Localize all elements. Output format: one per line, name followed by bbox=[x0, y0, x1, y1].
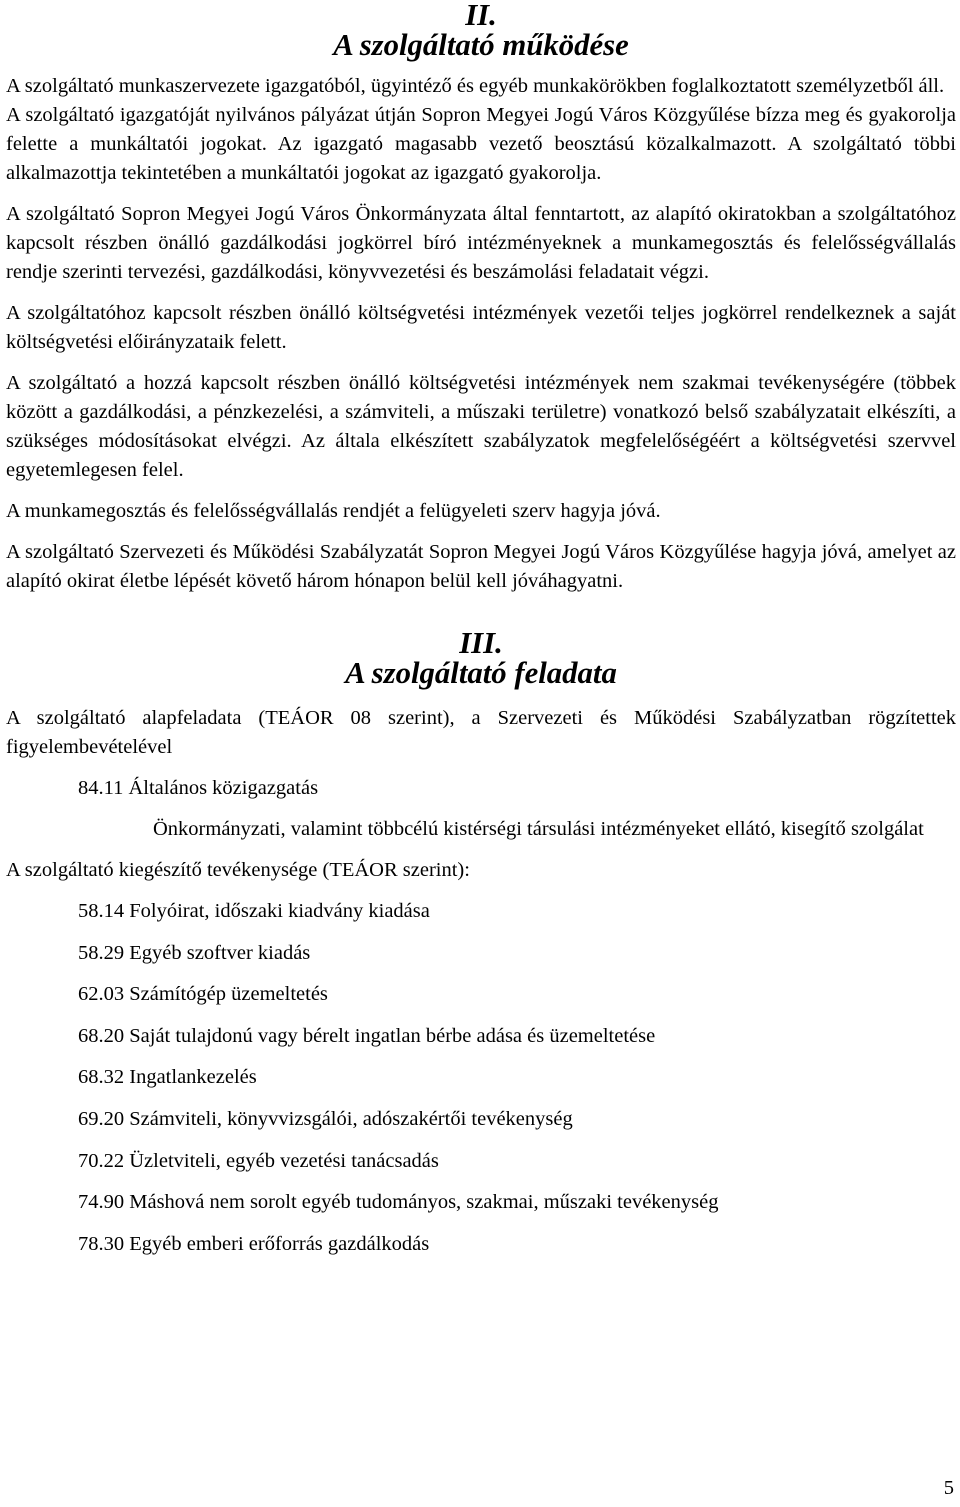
list-item: 69.20 Számviteli, könyvvizsgálói, adószakértői tevékenység bbox=[78, 1107, 573, 1130]
page-number: 5 bbox=[943, 1477, 954, 1499]
list-item: 58.14 Folyóirat, időszaki kiadvány kiadása bbox=[78, 900, 430, 922]
paragraph: A szolgáltatóhoz kapcsolt részben önálló költségvetési intézmények vezetői teljes jogkörrel rendelkeznek a saját költségvetési előirányzataik felett. bbox=[6, 302, 956, 353]
paragraph: A szolgáltató a hozzá kapcsolt részben önálló költségvetési intézmények nem szakmai tevékenységére (többek között a gazdálkodási, a pénzkezelési, a számviteli, a műszaki területre) vonatkozó belső szabályzatait elkészíti, a szükséges módosításokat elvégzi. Az általa elkészített szabályzatok megfelelőségéért a költségvetési szervvel egyetemlegesen felel. bbox=[6, 372, 956, 481]
main-activity-description: Önkormányzati, valamint többcélú kistérségi társulási intézményeket ellátó, kisegítő szolgálat bbox=[153, 818, 924, 840]
main-activity-code: 84.11 Általános közigazgatás bbox=[78, 777, 319, 799]
paragraph: A szolgáltató munkaszervezete igazgatóból, ügyintéző és egyéb munkakörökben foglalkoztatott személyzetből áll. bbox=[6, 75, 945, 97]
section-number: II. bbox=[465, 0, 497, 32]
list-item: 58.29 Egyéb szoftver kiadás bbox=[78, 941, 311, 964]
supplementary-heading: A szolgáltató kiegészítő tevékenysége (TEÁOR szerint): bbox=[6, 859, 470, 881]
paragraph: A szolgáltató Sopron Megyei Jogú Város Önkormányzata által fenntartott, az alapító okiratokban a szolgáltatóhoz kapcsolt részben önálló gazdálkodási jogkörrel bíró intézményeknek a munkamegosztás és felelősségvállalás rendje szerinti tervezési, gazdálkodási, könyvvezetési és beszámolási feladatait végzi. bbox=[6, 203, 956, 283]
paragraph: A szolgáltató igazgatóját nyilvános pályázat útján Sopron Megyei Jogú Város Közgyűlése bízza meg és gyakorolja felette a munkáltatói jogokat. Az igazgató magasabb vezető beosztású közalkalmazott. A szolgáltató többi alkalmazottja tekintetében a munkáltatói jogokat az igazgató gyakorolja. bbox=[6, 104, 956, 184]
list-item: 62.03 Számítógép üzemeltetés bbox=[78, 983, 328, 1006]
list-item: 78.30 Egyéb emberi erőforrás gazdálkodás bbox=[78, 1232, 430, 1255]
section-title: A szolgáltató feladata bbox=[345, 656, 617, 690]
section-title: A szolgáltató működése bbox=[333, 28, 629, 62]
document-page bbox=[6, 0, 956, 1271]
section-number: III. bbox=[459, 626, 503, 660]
paragraph: A szolgáltató alapfeladata (TEÁOR 08 szerint), a Szervezeti és Működési Szabályzatban rögzítettek figyelembevételével bbox=[6, 707, 956, 758]
list-item: 68.32 Ingatlankezelés bbox=[78, 1066, 257, 1089]
list-item: 74.90 Máshová nem sorolt egyéb tudományos, szakmai, műszaki tevékenység bbox=[78, 1191, 719, 1214]
paragraph: A munkamegosztás és felelősségvállalás rendjét a felügyeleti szerv hagyja jóvá. bbox=[6, 500, 661, 522]
list-item: 68.20 Saját tulajdonú vagy bérelt ingatlan bérbe adása és üzemeltetése bbox=[78, 1024, 656, 1047]
section-gap bbox=[6, 608, 956, 628]
list-item: 70.22 Üzletviteli, egyéb vezetési tanácsadás bbox=[78, 1149, 439, 1172]
paragraph: A szolgáltató Szervezeti és Működési Szabályzatát Sopron Megyei Jogú Város Közgyűlése hagyja jóvá, amelyet az alapító okirat életbe lépését követő három hónapon belül kell jóváhagyatni. bbox=[6, 541, 956, 592]
supplementary-activity-list bbox=[78, 897, 956, 1259]
